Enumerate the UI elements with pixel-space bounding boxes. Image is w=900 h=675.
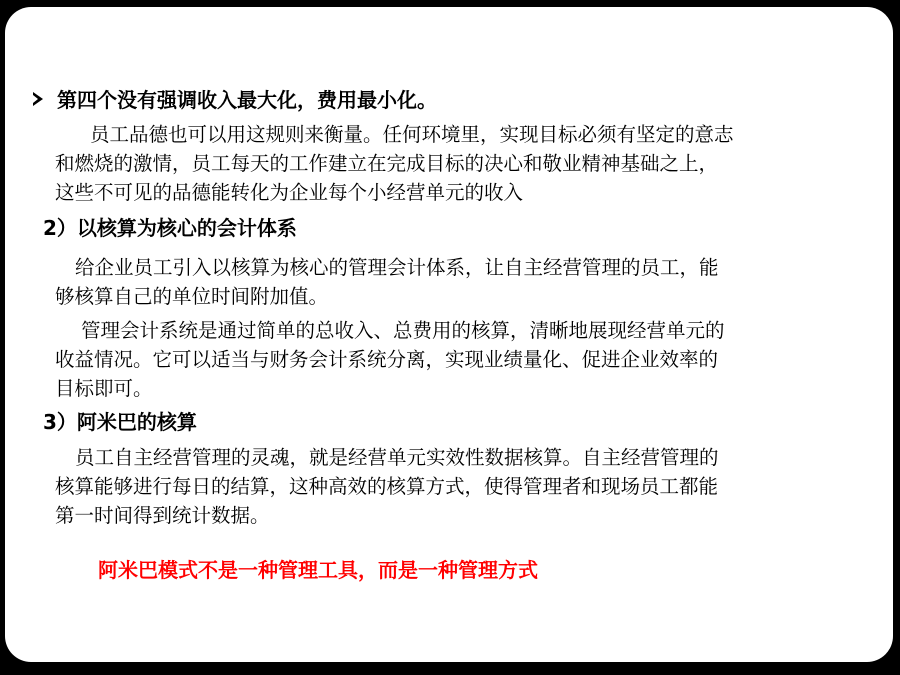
- paragraph-line: 给企业员工引入以核算为核心的管理会计体系，让自主经营管理的员工，能: [75, 256, 719, 279]
- paragraph-amoeba: [55, 443, 719, 530]
- paragraph-line: 核算能够进行每日的结算，这种高效的核算方式，使得管理者和现场员工都能: [55, 475, 719, 498]
- bullet-text: 第四个没有强调收入最大化，费用最小化。: [57, 88, 437, 112]
- paragraph-line: 这些不可见的品德能转化为企业每个小经营单元的收入: [55, 181, 524, 204]
- paragraph-line: 目标即可。: [55, 377, 153, 400]
- bullet-point: [33, 84, 437, 113]
- paragraph-accounting-intro: [55, 253, 719, 311]
- paragraph-virtue: [55, 120, 734, 207]
- paragraph-line: 够核算自己的单位时间附加值。: [55, 285, 329, 308]
- paragraph-line: 员工品德也可以用这规则来衡量。任何环境里，实现目标必须有坚定的意志: [90, 123, 734, 146]
- section-heading-accounting: 2）以核算为核心的会计体系: [43, 216, 297, 240]
- paragraph-line: 收益情况。它可以适当与财务会计系统分离，实现业绩量化、促进企业效率的: [55, 348, 719, 371]
- paragraph-line: 第一时间得到统计数据。: [55, 504, 270, 527]
- arrow-bullet-icon: [33, 92, 43, 106]
- paragraph-line: 管理会计系统是通过简单的总收入、总费用的核算，清晰地展现经营单元的: [81, 319, 725, 342]
- paragraph-line: 员工自主经营管理的灵魂，就是经营单元实效性数据核算。自主经营管理的: [75, 446, 719, 469]
- section-heading-amoeba: 3）阿米巴的核算: [43, 410, 197, 434]
- conclusion-highlight: 阿米巴模式不是一种管理工具，而是一种管理方式: [98, 558, 538, 582]
- paragraph-line: 和燃烧的激情，员工每天的工作建立在完成目标的决心和敬业精神基础之上，: [55, 152, 719, 175]
- slide-panel: [5, 7, 893, 662]
- paragraph-accounting-system: [55, 316, 725, 403]
